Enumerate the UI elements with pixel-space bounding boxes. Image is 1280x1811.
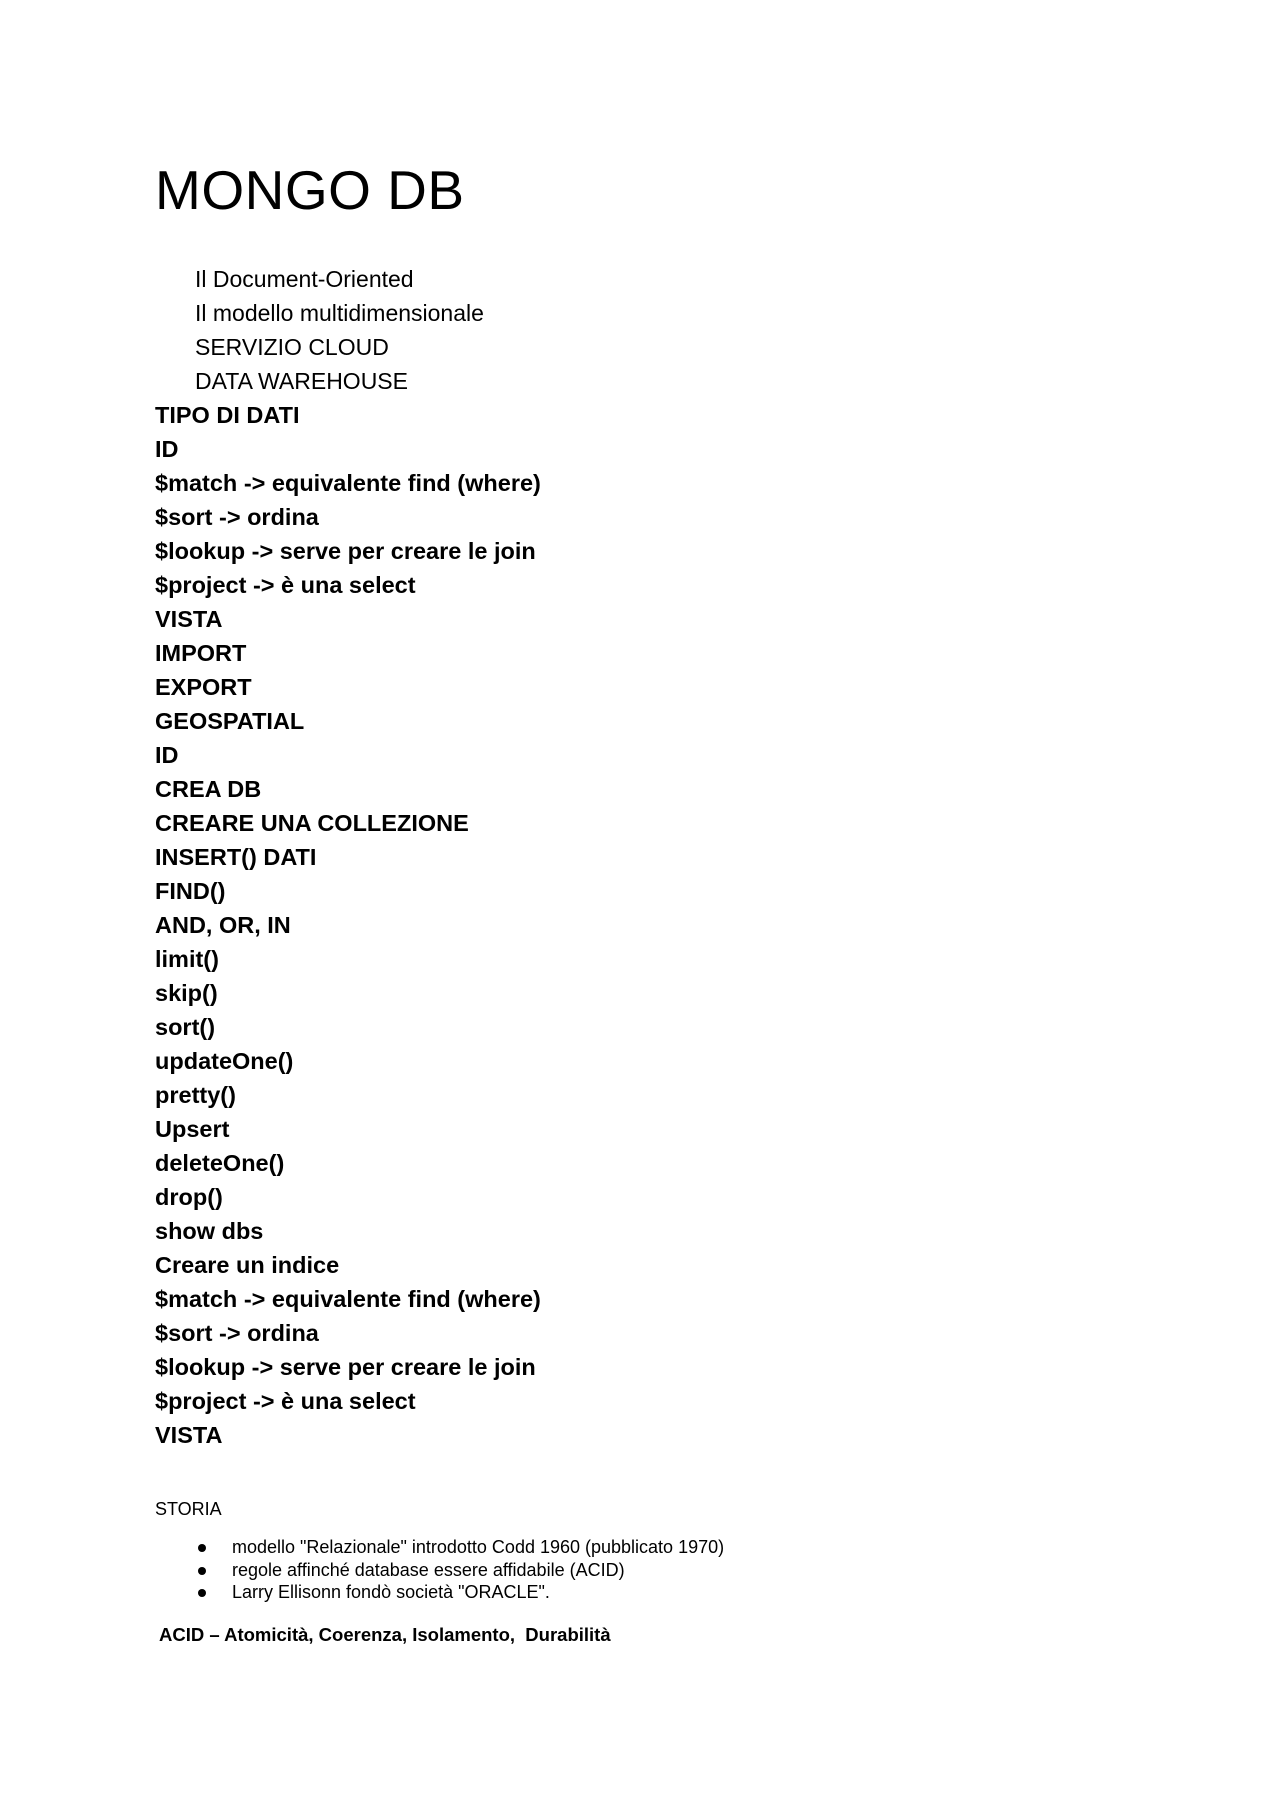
topic-item: AND, OR, IN (155, 912, 291, 938)
topic-item: Upsert (155, 1116, 230, 1142)
storia-bullet-text: regole affinché database essere affidabile (ACID) (232, 1559, 625, 1580)
topic-item: TIPO DI DATI (155, 402, 300, 428)
topic-item: $match -> equivalente find (where) (155, 1286, 541, 1312)
storia-bullet-list (155, 1536, 724, 1604)
topic-item: $sort -> ordina (155, 504, 319, 530)
intro-item: Il modello multidimensionale (195, 300, 484, 326)
intro-item: Il Document-Oriented (195, 266, 414, 292)
document-title: MONGO DB (155, 159, 465, 221)
topic-item: Creare un indice (155, 1252, 340, 1278)
topic-item: VISTA (155, 1422, 223, 1448)
storia-bullet-item (155, 1581, 724, 1604)
topic-item: show dbs (155, 1218, 264, 1244)
bullet-dot-icon (198, 1544, 206, 1552)
intro-list (195, 262, 484, 398)
topic-item: INSERT() DATI (155, 844, 317, 870)
topic-item: deleteOne() (155, 1150, 285, 1176)
topic-item: $project -> è una select (155, 572, 416, 598)
topic-item: skip() (155, 980, 218, 1006)
acid-definition: ACID – Atomicità, Coerenza, Isolamento, Durabilità (159, 1624, 611, 1645)
topic-item: $match -> equivalente find (where) (155, 470, 541, 496)
storia-bullet-item (155, 1536, 724, 1559)
topic-item: drop() (155, 1184, 223, 1210)
topic-item: $sort -> ordina (155, 1320, 319, 1346)
topic-item: sort() (155, 1014, 216, 1040)
topic-item: EXPORT (155, 674, 252, 700)
bullet-dot-icon (198, 1567, 206, 1575)
topic-item: $lookup -> serve per creare le join (155, 538, 536, 564)
intro-item: DATA WAREHOUSE (195, 368, 408, 394)
storia-bullet-item (155, 1559, 724, 1582)
topic-item: pretty() (155, 1082, 236, 1108)
storia-heading: STORIA (155, 1499, 222, 1519)
topic-item: CREA DB (155, 776, 262, 802)
topic-list (155, 398, 541, 1452)
topic-item: ID (155, 742, 179, 768)
topic-item: FIND() (155, 878, 226, 904)
topic-item: CREARE UNA COLLEZIONE (155, 810, 469, 836)
intro-item: SERVIZIO CLOUD (195, 334, 389, 360)
topic-item: $lookup -> serve per creare le join (155, 1354, 536, 1380)
topic-item: GEOSPATIAL (155, 708, 305, 734)
topic-item: $project -> è una select (155, 1388, 416, 1414)
topic-item: limit() (155, 946, 219, 972)
bullet-dot-icon (198, 1589, 206, 1597)
storia-bullet-text: modello "Relazionale" introdotto Codd 1960 (pubblicato 1970) (232, 1537, 725, 1557)
topic-item: updateOne() (155, 1048, 294, 1074)
storia-bullet-text: Larry Ellisonn fondò società "ORACLE". (232, 1582, 550, 1602)
topic-item: VISTA (155, 606, 223, 632)
topic-item: IMPORT (155, 640, 247, 666)
topic-item: ID (155, 436, 179, 462)
